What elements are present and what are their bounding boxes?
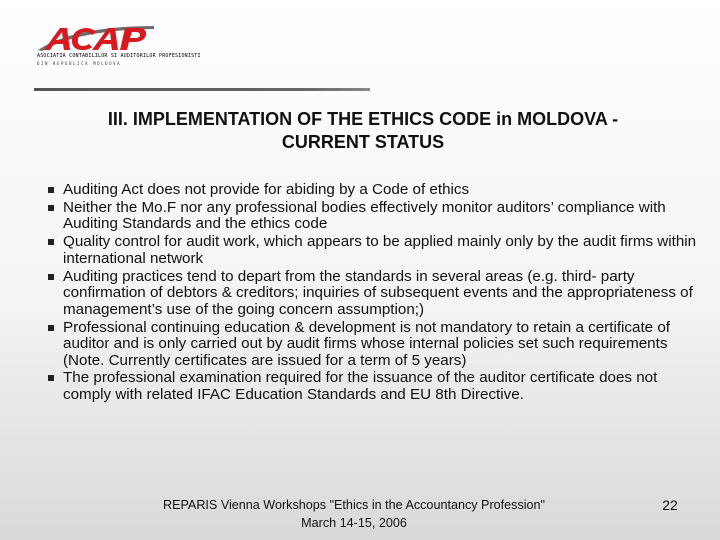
bullet-square-icon	[48, 274, 54, 280]
list-item	[46, 200, 706, 233]
list-item	[46, 320, 706, 370]
list-item-text: The professional examination required for the issuance of the auditor certificate does not comply with related IFAC Education Standards and EU 8th Directive.	[63, 369, 658, 404]
acap-logo	[34, 20, 201, 72]
list-item	[46, 234, 706, 267]
logo-caption: ASOCIATIA CONTABILILOR SI AUDITORILOR PROFESIONISTI	[37, 53, 201, 59]
bullet-square-icon	[48, 187, 54, 193]
footer-line-1: REPARIS Vienna Workshops "Ethics in the Accountancy Profession"	[162, 498, 546, 512]
acap-logo-mark	[34, 20, 166, 54]
bullet-square-icon	[48, 325, 54, 331]
list-item-text: Auditing Act does not provide for abiding by a Code of ethics	[63, 181, 470, 198]
logo-subcaption: DIN REPUBLICA MOLDOVA	[37, 61, 122, 66]
list-item	[46, 370, 706, 403]
slide-title-line-2: CURRENT STATUS	[281, 132, 445, 152]
bullet-square-icon	[48, 239, 54, 245]
header-divider	[34, 88, 370, 91]
list-item	[46, 269, 706, 319]
page-number: 22	[662, 497, 678, 513]
bullet-square-icon	[48, 205, 54, 211]
footer-line-2: March 14-15, 2006	[301, 516, 407, 530]
slide-title	[30, 108, 696, 154]
bullet-square-icon	[48, 375, 54, 381]
bullet-list	[46, 182, 706, 405]
list-item-text: Professional continuing education & development is not mandatory to retain a certificate of auditor and is only carried out by audit firms whose internal policies set such requirements (Note. Currently certificates are issued for a term of 5 years)	[63, 318, 671, 369]
list-item-text: Quality control for audit work, which appears to be applied mainly only by the audit firms within international network	[63, 233, 697, 267]
list-item	[46, 182, 706, 199]
list-item-text: Neither the Mo.F nor any professional bodies effectively monitor auditors’ compliance with Auditing Standards and the ethics code	[63, 198, 666, 233]
slide-footer	[96, 496, 612, 532]
slide-title-line-1: III. IMPLEMENTATION OF THE ETHICS CODE in MOLDOVA -	[107, 109, 619, 129]
list-item-text: Auditing practices tend to depart from the standards in several areas (e.g. third- party confirmation of debtors & creditors; inquiries of subsequent events and the appropriateness of management’s use of the going concern assumption;)	[63, 267, 693, 318]
